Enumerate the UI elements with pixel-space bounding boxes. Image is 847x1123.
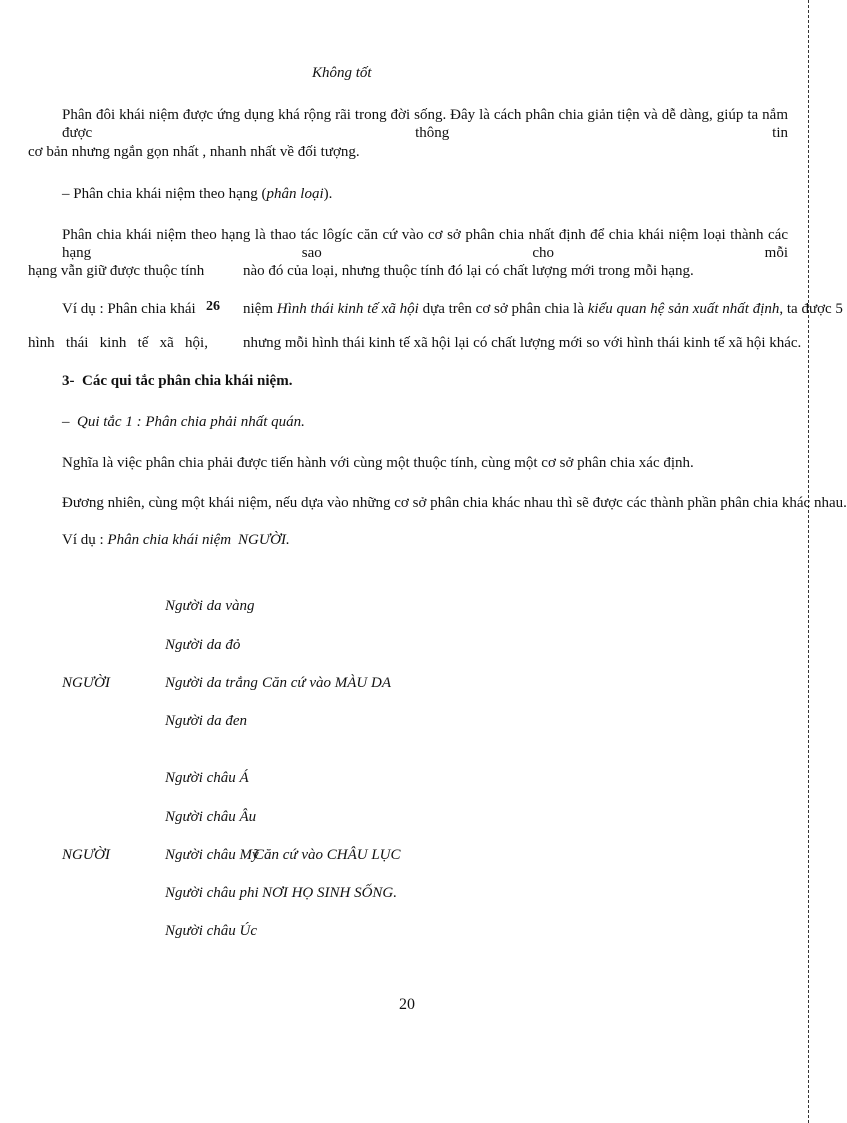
rule1: – Qui tắc 1 : Phân chia phải nhất quán. bbox=[62, 414, 305, 430]
group1-basis: Căn cứ vào MÀU DA bbox=[262, 675, 391, 691]
para5: Đương nhiên, cùng một khái niệm, nếu dựa vào những cơ sở phân chia khác nhau thì sẽ được các thành phần phân chia khác nhau. bbox=[62, 495, 847, 511]
group1-item: Người da đỏ bbox=[165, 637, 241, 653]
example-line bbox=[62, 531, 231, 549]
para2-line2-right: nào đó của loại, nhưng thuộc tính đó lại có chất lượng mới trong mỗi hạng. bbox=[243, 263, 694, 279]
bullet1-prefix: – Phân chia khái niệm theo hạng ( bbox=[62, 186, 267, 202]
group2-basis-line2: NƠI HỌ SINH SỐNG. bbox=[262, 885, 397, 901]
group1-root: NGƯỜI bbox=[62, 675, 110, 691]
para2-line1: Phân chia khái niệm theo hạng là thao tác lôgíc căn cứ vào cơ sở phân chia nhất định để chia khái niệm loại thành các hạng sao cho mỗi bbox=[62, 227, 788, 261]
bullet1-italic: phân loại bbox=[266, 186, 324, 202]
group2-basis-line1: Căn cứ vào CHÂU LỤC bbox=[254, 847, 401, 863]
para3-r1-a: niệm bbox=[243, 301, 277, 317]
example-prefix: Ví dụ : bbox=[62, 532, 108, 548]
para3-r1-b: dựa trên cơ sở phân chia là bbox=[418, 301, 588, 317]
group2-item: Người châu Âu bbox=[165, 809, 257, 825]
group2-item: Người châu Á bbox=[165, 770, 249, 786]
bullet1-suffix: ). bbox=[323, 186, 333, 202]
para3-r1-italic2: kiểu quan hệ sản xuất nhất định bbox=[587, 301, 780, 317]
group2-item: Người châu phi bbox=[165, 885, 259, 901]
para3-left-line1: Ví dụ : Phân chia khái bbox=[62, 301, 196, 317]
para3-right-line1 bbox=[243, 300, 843, 318]
page-edge-dashed-line bbox=[808, 0, 809, 1123]
header-italic: Không tốt bbox=[312, 65, 372, 81]
para4: Nghĩa là việc phân chia phải được tiến hành với cùng một thuộc tính, cùng một cơ sở phân chia xác định. bbox=[62, 455, 694, 471]
bullet-classification bbox=[62, 185, 332, 203]
page-number: 20 bbox=[399, 996, 415, 1013]
example-italic: Phân chia khái niệm bbox=[107, 532, 232, 548]
group2-item: Người châu Mỹ bbox=[165, 847, 259, 863]
page-marker: 26 bbox=[206, 299, 220, 314]
section-heading: 3- Các qui tắc phân chia khái niệm. bbox=[62, 373, 293, 389]
para1-line1: Phân đôi khái niệm được ứng dụng khá rộng rãi trong đời sống. Đây là cách phân chia giản tiện và dễ dàng, giúp ta nắm được thông tin bbox=[62, 107, 788, 141]
para1-line2: cơ bản nhưng ngắn gọn nhất , nhanh nhất về đối tượng. bbox=[28, 144, 360, 160]
group1-item: Người da đen bbox=[165, 713, 248, 729]
group2-root: NGƯỜI bbox=[62, 847, 110, 863]
group2-item: Người châu Úc bbox=[165, 923, 258, 939]
para3-left-line2: hình thái kinh tế xã hội, bbox=[28, 335, 208, 351]
para3-r1-italic1: Hình thái kinh tế xã hội bbox=[276, 301, 419, 317]
group1-item: Người da trắng bbox=[165, 675, 258, 691]
group1-item: Người da vàng bbox=[165, 598, 255, 614]
para3-r1-c: , ta được 5 bbox=[779, 301, 843, 317]
example-concept: NGƯỜI. bbox=[238, 532, 290, 548]
para2-line2-left: hạng vẫn giữ được thuộc tính bbox=[28, 263, 205, 279]
para3-right-line2: nhưng mỗi hình thái kinh tế xã hội lại có chất lượng mới so với hình thái kinh tế xã hội khác. bbox=[243, 335, 802, 351]
